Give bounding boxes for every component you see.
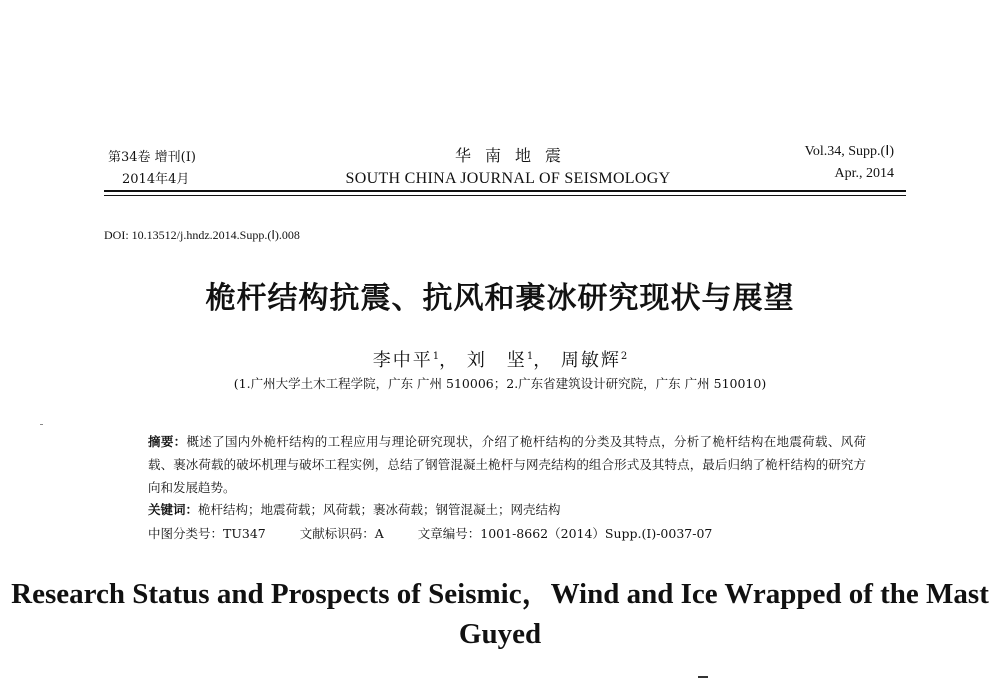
header-date-en: Apr., 2014 bbox=[834, 166, 894, 181]
header-volume-en: Vol.34, Supp.(Ⅰ) bbox=[804, 144, 894, 159]
header-volume: 第34卷 增刊(Ⅰ) bbox=[108, 150, 196, 165]
header-rule-thick bbox=[104, 190, 906, 192]
keywords-text: 桅杆结构；地震荷载；风荷载；裹冰荷载；钢管混凝土；网壳结构 bbox=[198, 502, 561, 517]
header-date-cn: 2014年4月 bbox=[122, 172, 190, 187]
document-code: 文献标识码：A bbox=[299, 526, 384, 541]
keywords-label: 关键词： bbox=[148, 502, 199, 517]
scan-speck bbox=[40, 424, 43, 425]
abstract-text: 概述了国内外桅杆结构的工程应用与理论研究现状，介绍了桅杆结构的分类及其特点，分析了桅杆结构在地震荷载、风荷载、裹冰荷载的破坏机理与破坏工程实例，总结了钢管混凝土桅杆与网壳结构的组合形式及其特点，最后归纳了桅杆结构的研究方向和发展趋势。 bbox=[148, 434, 866, 495]
author-affiliation-mark: 1 bbox=[432, 351, 440, 362]
journal-name-cn: 华南地震 bbox=[454, 146, 575, 165]
clc-number: 中图分类号：TU347 bbox=[148, 526, 266, 541]
classification-line bbox=[148, 524, 712, 542]
header-volume-info-en bbox=[766, 141, 894, 185]
scan-mark bbox=[698, 676, 708, 678]
journal-name-en: SOUTH CHINA JOURNAL OF SEISMOLOGY bbox=[345, 170, 671, 187]
header-rule-thin bbox=[104, 195, 906, 196]
affiliations: (1.广州大学土木工程学院，广东 广州 510006；2.广东省建筑设计研究院，广东 广州 510010) bbox=[233, 376, 767, 391]
author-list: 李中平$^1$， 刘 坚$^1$， 周敏辉$^2$ bbox=[372, 350, 628, 371]
author-affiliation-mark: 2 bbox=[620, 351, 628, 362]
author-affiliation-mark: 1 bbox=[526, 351, 534, 362]
author-name: 李中平 bbox=[372, 350, 433, 371]
article-number: 文章编号：1001-8662（2014）Supp.(Ⅰ)-0037-07 bbox=[417, 526, 713, 541]
abstract bbox=[148, 430, 866, 499]
header-volume-info bbox=[108, 147, 196, 191]
doi-line: DOI: 10.13512/j.hndz.2014.Supp.(Ⅰ).008 bbox=[104, 228, 300, 242]
author-name: 周敏辉 bbox=[560, 350, 621, 371]
paper-title-cn: 桅杆结构抗震、抗风和裹冰研究现状与展望 bbox=[205, 281, 795, 316]
paper-title-en: Research Status and Prospects of Seismic，Wind and Ice Wrapped of the Mast Guyed bbox=[11, 578, 989, 650]
author-name: 刘 坚 bbox=[466, 350, 527, 371]
abstract-label: 摘要： bbox=[148, 434, 187, 449]
journal-masthead bbox=[318, 145, 698, 191]
keywords bbox=[148, 500, 561, 518]
